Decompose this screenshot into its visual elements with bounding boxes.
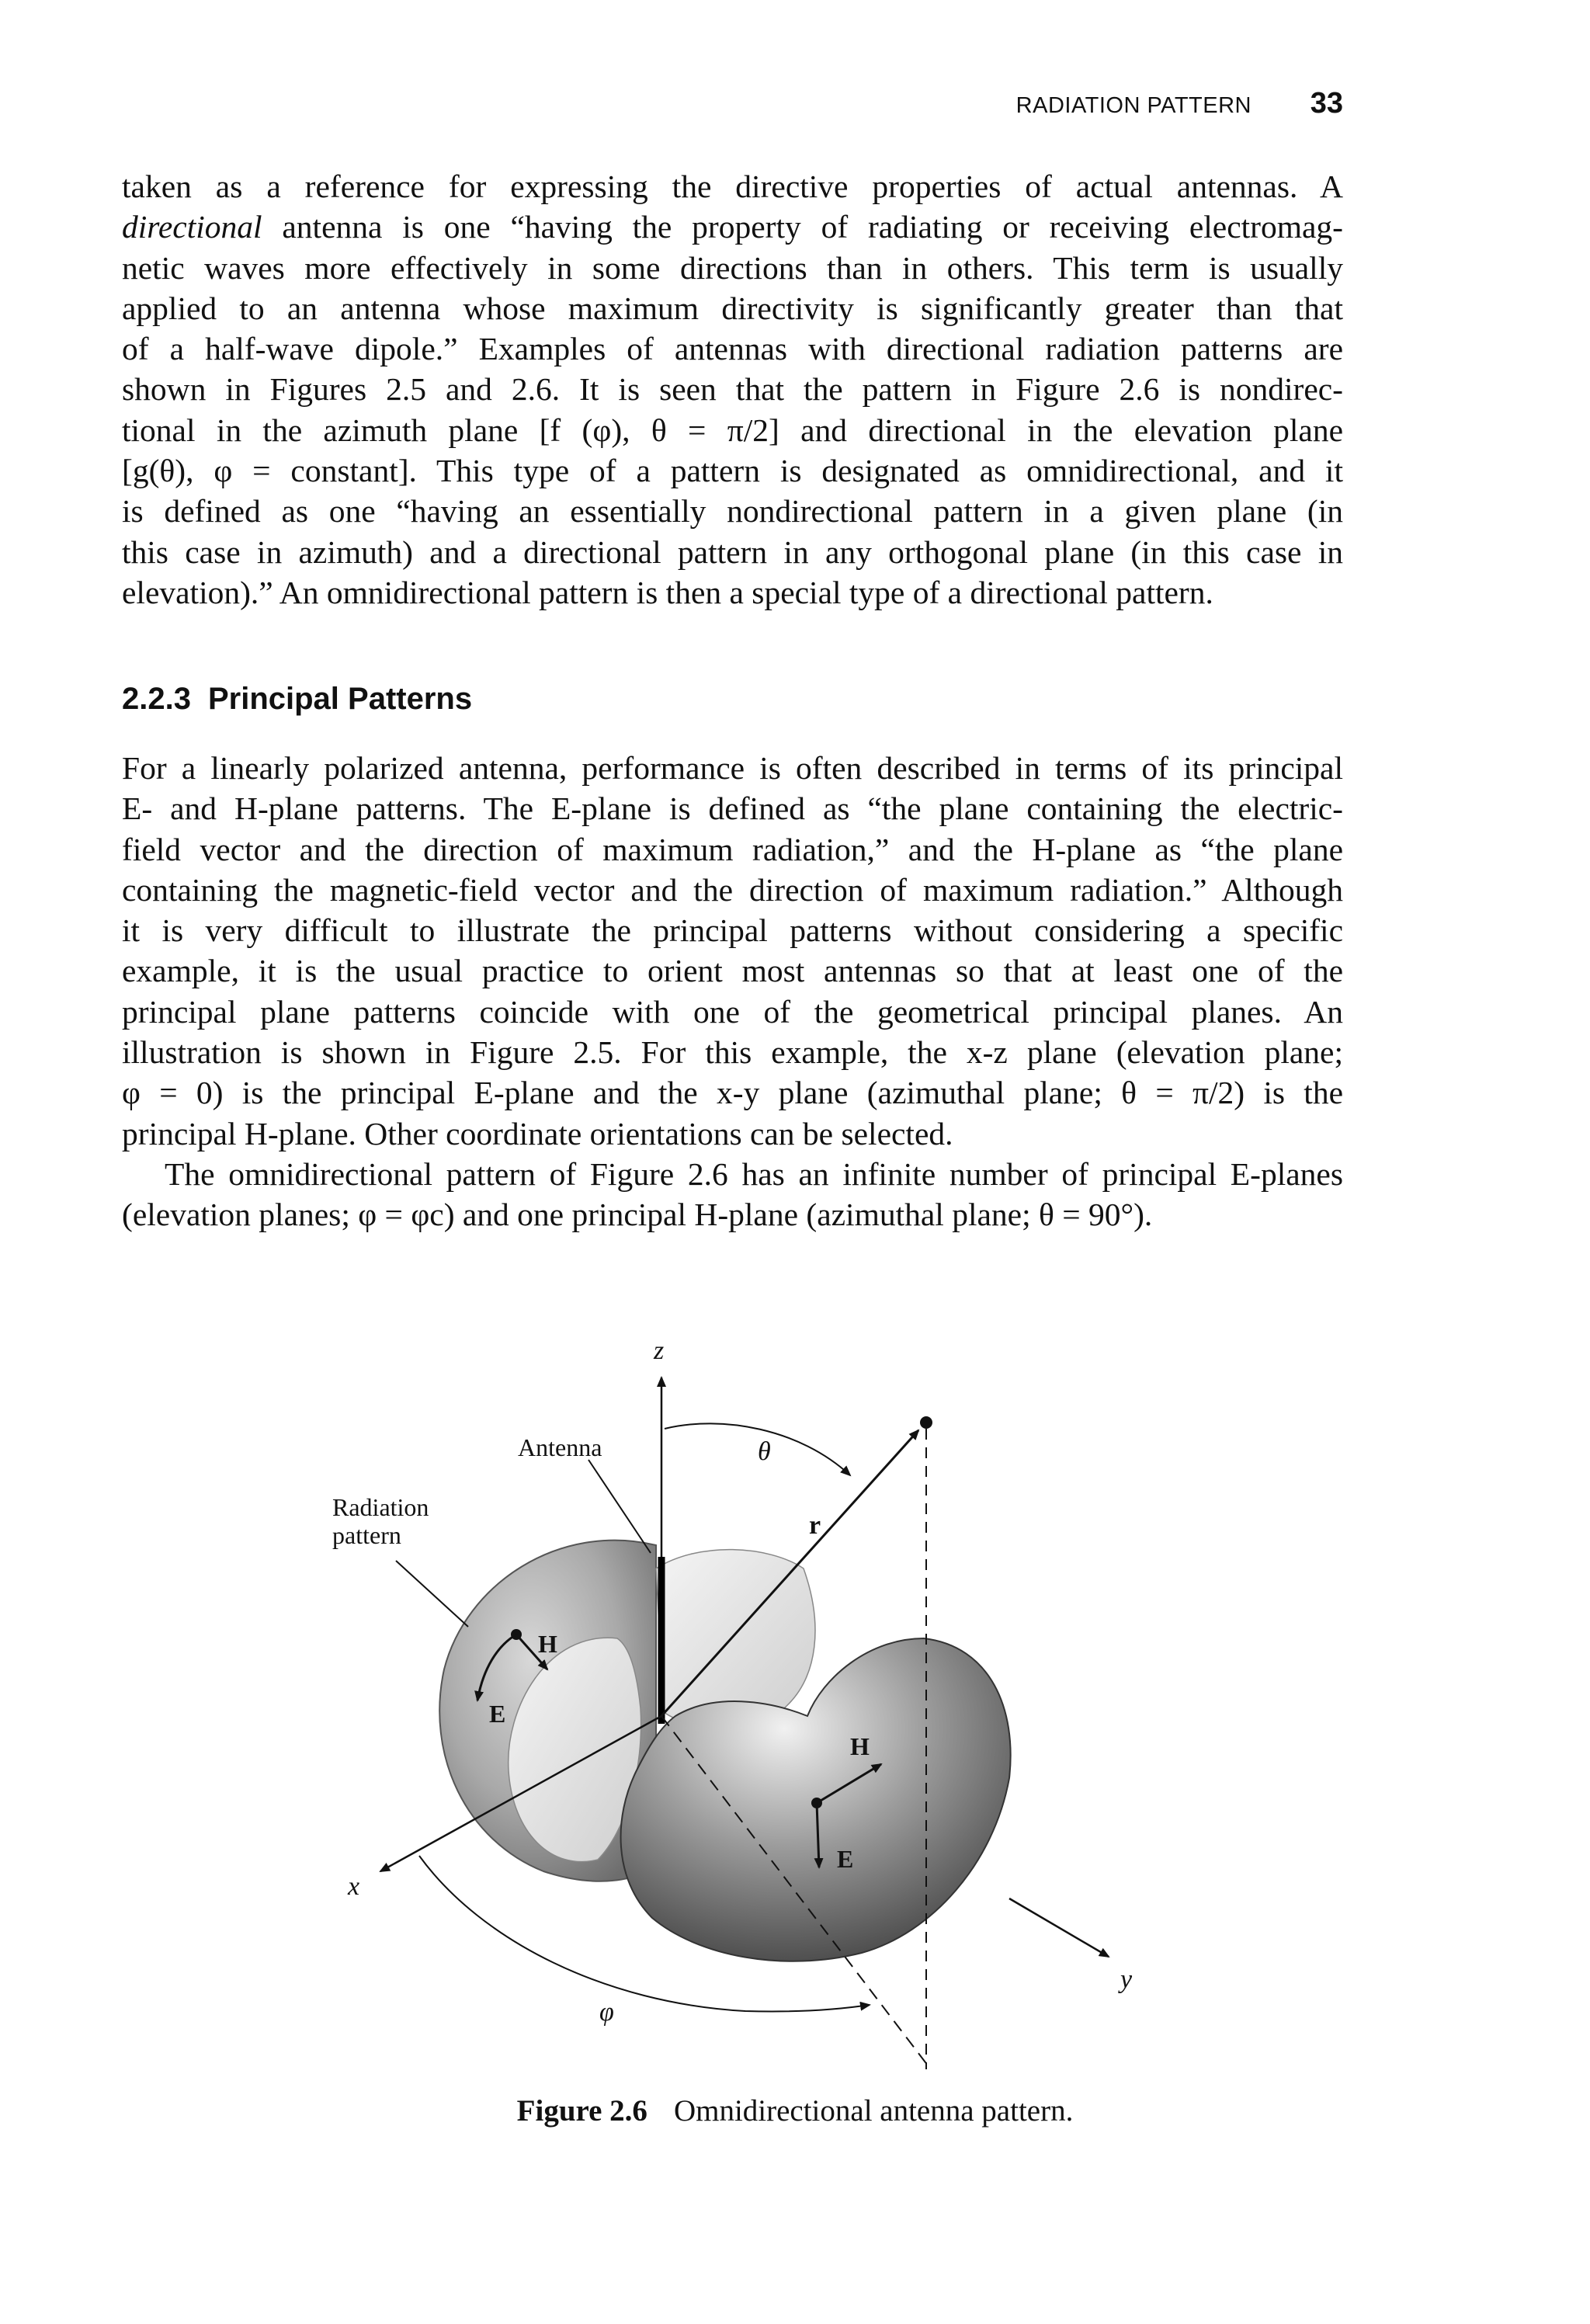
text-line: example, it is the usual practice to orient most antennas so that at least one of the [122, 953, 1343, 989]
antenna-label: Antenna [518, 1433, 602, 1461]
text-line: this case in azimuth) and a directional pattern in any orthogonal plane (in this case in [122, 533, 1343, 570]
antenna-leader [588, 1460, 651, 1553]
section-number: 2.2.3 [122, 682, 191, 716]
text-line: applied to an antenna whose maximum directivity is significantly greater than that [122, 290, 1343, 326]
text-line: For a linearly polarized antenna, performance is often described in terms of its principal [122, 750, 1343, 786]
text-line: [g(θ), φ = constant]. This type of a pattern is designated as omnidirectional, and it [122, 453, 1343, 489]
y-axis [1009, 1898, 1109, 1957]
text-line: elevation).” An omnidirectional pattern is then a special type of a directional pattern. [122, 574, 1213, 610]
running-title: RADIATION PATTERN [1015, 93, 1252, 118]
page-number: 33 [1310, 87, 1343, 120]
omnidirectional-pattern-diagram [0, 1312, 1590, 2089]
theta-label: θ [758, 1437, 771, 1466]
caption-text: Omnidirectional antenna pattern. [673, 2094, 1074, 2128]
section-title: Principal Patterns [207, 682, 473, 716]
radiation-pattern-label-line2: pattern [332, 1521, 401, 1549]
text-line: directional antenna is one “having the property of radiating or receiving electromag- [122, 209, 1343, 245]
figure-2-6 [0, 1312, 1590, 2143]
text-line: (elevation planes; φ = φc) and one principal H-plane (azimuthal plane; θ = 90°). [122, 1197, 1153, 1233]
text-line: field vector and the direction of maximum radiation,” and the H-plane as “the plane [122, 831, 1343, 867]
caption-label: Figure 2.6 [516, 2094, 647, 2128]
principal-paragraph [122, 748, 1343, 1235]
text-line: netic waves more effectively in some directions than in others. This term is usually [122, 249, 1343, 286]
section-heading [122, 682, 472, 717]
observation-point [920, 1416, 932, 1429]
text-line: shown in Figures 2.5 and 2.6. It is seen that the pattern in Figure 2.6 is nondirec- [122, 371, 1343, 408]
x-axis-label: x [348, 1872, 360, 1901]
phi-label: φ [599, 1998, 614, 2027]
left-e-label: E [489, 1700, 506, 1728]
text-line: tional in the azimuth plane [f (φ), θ = π/2] and directional in the elevation plane [122, 412, 1343, 448]
text-line: illustration is shown in Figure 2.5. For this example, the x-z plane (elevation plane; [122, 1034, 1343, 1071]
y-axis-label: y [1120, 1965, 1133, 1994]
r-label: r [809, 1511, 821, 1540]
running-head [122, 87, 1343, 126]
z-axis-label: z [654, 1336, 665, 1365]
text-line: The omnidirectional pattern of Figure 2.6 has an infinite number of principal E-planes [165, 1155, 1343, 1192]
right-h-label: H [850, 1732, 870, 1760]
text-line: φ = 0) is the principal E-plane and the x-y plane (azimuthal plane; θ = π/2) is the [122, 1075, 1343, 1111]
text-line: principal H-plane. Other coordinate orientations can be selected. [122, 1115, 953, 1152]
pattern-leader [396, 1561, 468, 1627]
italic-term: directional [122, 209, 262, 245]
figure-caption [0, 2093, 1590, 2128]
text-line: of a half-wave dipole.” Examples of antennas with directional radiation patterns are [122, 331, 1343, 367]
text-line: E- and H-plane patterns. The E-plane is defined as “the plane containing the electric- [122, 790, 1343, 827]
text-line: principal plane patterns coincide with one of the geometrical principal planes. An [122, 993, 1343, 1030]
text-line: taken as a reference for expressing the directive properties of actual antennas. A [122, 168, 1343, 204]
back-cut-section [656, 1550, 815, 1727]
text-line: is defined as one “having an essentially nondirectional pattern in a given plane (in [122, 493, 1343, 530]
text-line: it is very difficult to illustrate the principal patterns without considering a specific [122, 912, 1343, 949]
radiation-pattern-label-line1: Radiation [332, 1493, 429, 1521]
right-e-label: E [837, 1845, 854, 1873]
intro-paragraph [122, 166, 1343, 613]
text-line: containing the magnetic-field vector and the direction of maximum radiation.” Although [122, 871, 1343, 908]
left-h-label: H [538, 1630, 557, 1658]
